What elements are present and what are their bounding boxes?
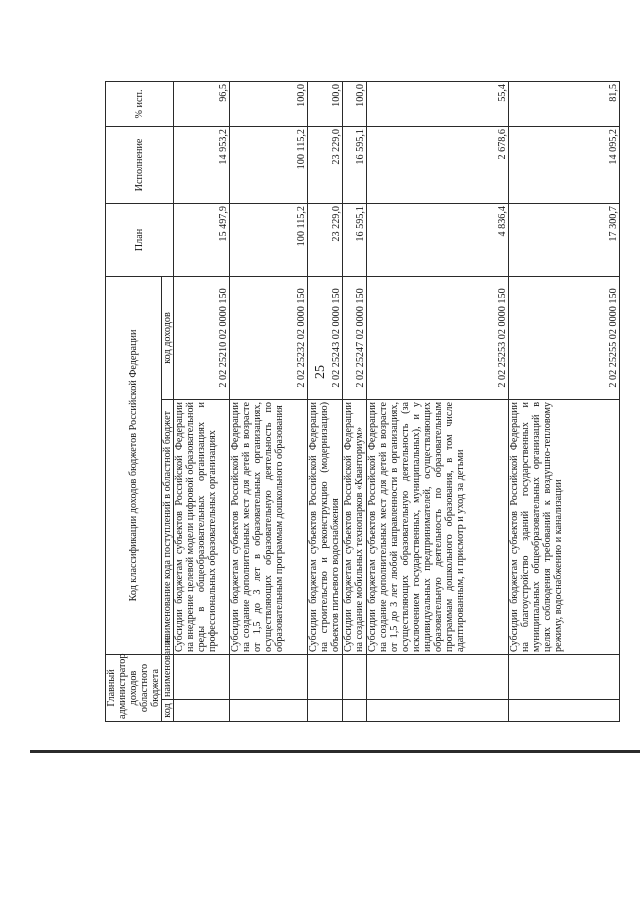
percent-cell: 96,5 <box>174 81 230 126</box>
admin-group-header: Главный администратор доходов областного бюджета <box>106 654 162 721</box>
income-name-cell: Субсидии бюджетам субъектов Российской Федерации на создание дополнительных мест для детей в возрасте от 1,5 до 3 лет любой направленности в организациях, осуществляющих образовательную деятельность (за исключением государственных, муниципальных), и у индивидуальных предпринимателей, осуществляющих образовательную деятельность по образовательным программам дошкольного образования, в том числе адаптированным, и присмотр и уход за детьми <box>367 399 509 654</box>
plan-cell: 100 115,2 <box>230 203 308 276</box>
admin-code-cell <box>367 700 509 722</box>
execution-cell: 23 229,0 <box>308 126 343 203</box>
admin-name-cell <box>367 654 509 699</box>
percent-cell: 55,4 <box>367 81 509 126</box>
admin-name-cell <box>174 654 230 699</box>
classification-group-header: Код классификации доходов бюджетов Российской Федерации <box>106 276 162 654</box>
admin-code-cell <box>230 700 308 722</box>
admin-code-cell <box>343 700 367 722</box>
admin-code-cell <box>509 700 620 722</box>
table-row <box>174 81 230 721</box>
percent-cell: 100,0 <box>343 81 367 126</box>
execution-cell: 14 095,2 <box>509 126 620 203</box>
admin-name-cell <box>230 654 308 699</box>
admin-name-cell <box>308 654 343 699</box>
table-row <box>367 81 509 721</box>
percent-cell: 81,5 <box>509 81 620 126</box>
admin-name-header: наименование <box>162 654 174 699</box>
income-name-cell: Субсидии бюджетам субъектов Российской Федерации на создание дополнительных мест для детей в возрасте от 1,5 до 3 лет в образовательных организациях, осуществляющих образовательную деятельность по образовательным программам дошкольного образования <box>230 399 308 654</box>
table-row <box>343 81 367 721</box>
income-code-cell: 2 02 25247 02 0000 150 <box>343 276 367 399</box>
execution-cell: 100 115,2 <box>230 126 308 203</box>
plan-header: План <box>106 203 174 276</box>
admin-name-cell <box>509 654 620 699</box>
revenue-table <box>105 81 620 722</box>
page-edge-line <box>30 750 640 753</box>
income-code-cell: 2 02 25243 02 0000 150 <box>308 276 343 399</box>
plan-cell: 15 497,9 <box>174 203 230 276</box>
execution-cell: 2 678,6 <box>367 126 509 203</box>
table-header-row <box>106 81 162 721</box>
rotated-table-area <box>105 82 620 722</box>
execution-cell: 16 595,1 <box>343 126 367 203</box>
income-code-cell: 2 02 25232 02 0000 150 <box>230 276 308 399</box>
plan-cell: 4 836,4 <box>367 203 509 276</box>
income-code-header: код доходов <box>162 276 174 399</box>
plan-cell: 23 229,0 <box>308 203 343 276</box>
admin-code-header: код <box>162 700 174 722</box>
table-row <box>308 81 343 721</box>
execution-header: Исполнение <box>106 126 174 203</box>
plan-cell: 17 300,7 <box>509 203 620 276</box>
income-code-cell: 2 02 25253 02 0000 150 <box>367 276 509 399</box>
admin-code-cell <box>174 700 230 722</box>
income-name-cell: Субсидии бюджетам субъектов Российской Федерации на создание мобильных технопарков «Кванториум» <box>343 399 367 654</box>
plan-cell: 16 595,1 <box>343 203 367 276</box>
execution-cell: 14 953,2 <box>174 126 230 203</box>
income-code-cell: 2 02 25255 02 0000 150 <box>509 276 620 399</box>
percent-header: % исп. <box>106 81 174 126</box>
admin-name-cell <box>343 654 367 699</box>
percent-cell: 100,0 <box>230 81 308 126</box>
percent-cell: 100,0 <box>308 81 343 126</box>
income-code-cell: 2 02 25210 02 0000 150 <box>174 276 230 399</box>
income-name-cell: Субсидии бюджетам субъектов Российской Федерации на строительство и реконструкцию (модернизацию) объектов питьевого водоснабжения <box>308 399 343 654</box>
table-row <box>230 81 308 721</box>
page-number: 25 <box>313 365 328 379</box>
table-row <box>509 81 620 721</box>
income-name-cell: Субсидии бюджетам субъектов Российской Федерации на внедрение целевой модели цифровой образовательной среды в общеобразовательных организациях и профессиональных образовательных организациях <box>174 399 230 654</box>
income-name-cell: Субсидии бюджетам субъектов Российской Федерации на благоустройство зданий государственных и муниципальных общеобразовательных организаций в целях соблюдения требований к воздушно-тепловому режиму, водоснабжению и канализации <box>509 399 620 654</box>
admin-code-cell <box>308 700 343 722</box>
income-name-header: наименование кода поступлений в областной бюджет <box>162 399 174 654</box>
